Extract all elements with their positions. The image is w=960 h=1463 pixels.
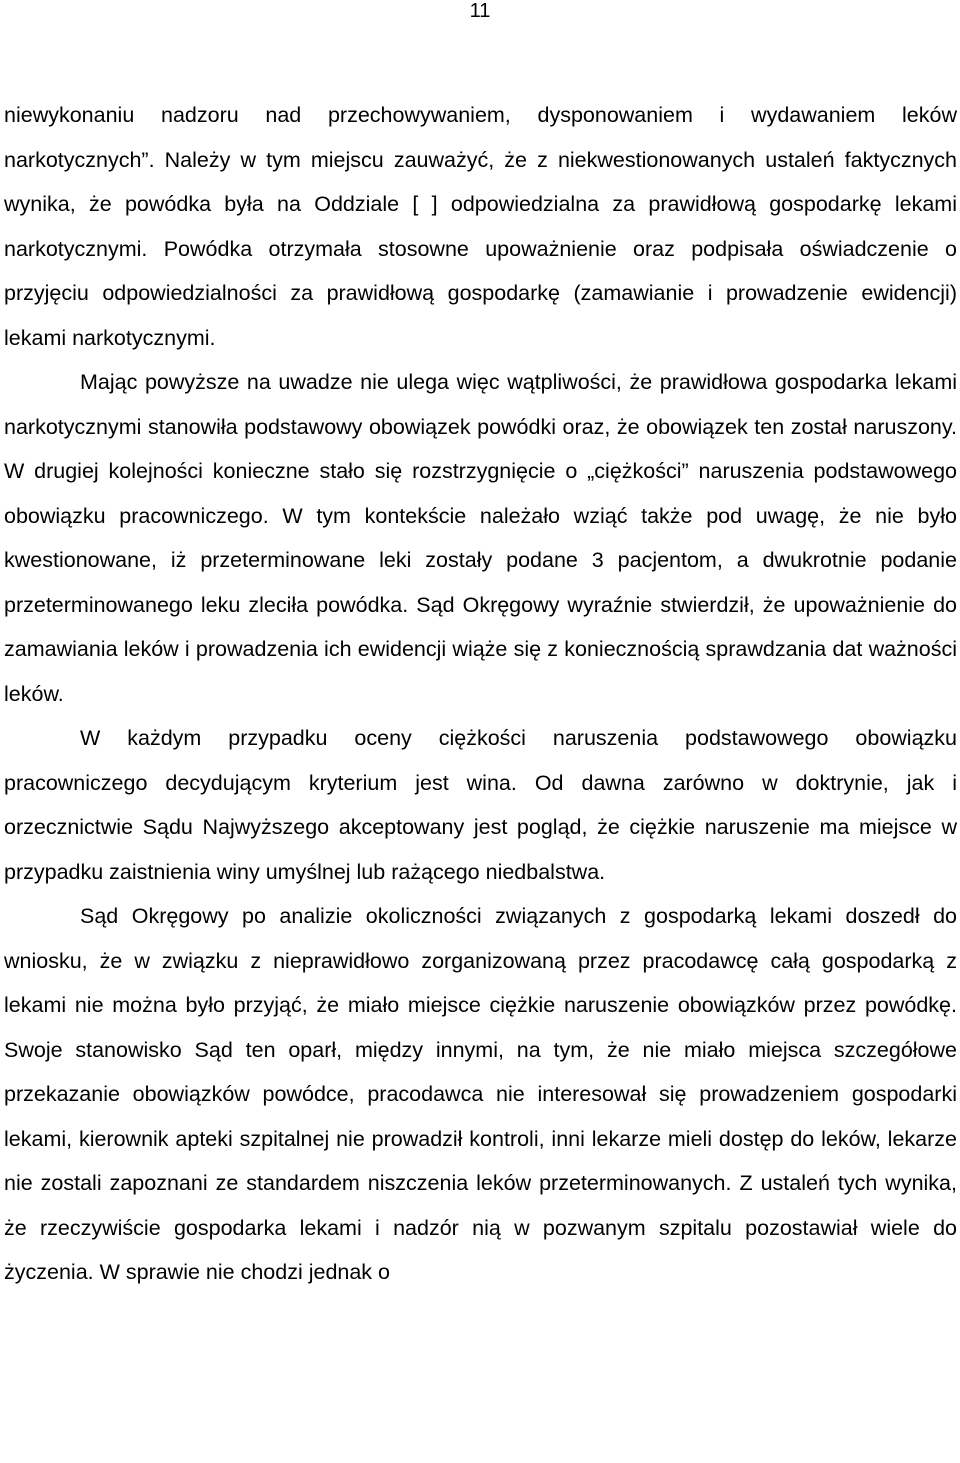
paragraph-3: W każdym przypadku oceny ciężkości naruszenia podstawowego obowiązku pracowniczego decydującym kryterium jest wina. Od dawna zarówno w doktrynie, jak i orzecznictwie Sądu Najwyższego akceptowany jest pogląd, że ciężkie naruszenie ma miejsce w przypadku zaistnienia winy umyślnej lub rażącego niedbalstwa. (4, 726, 957, 884)
paragraph-1: niewykonaniu nadzoru nad przechowywaniem, dysponowaniem i wydawaniem leków narkotycznych”. Należy w tym miejscu zauważyć, że z niekwestionowanych ustaleń faktycznych wynika, że powódka była na Oddziale [ ] odpowiedzialna za prawidłową gospodarkę lekami narkotycznymi. Powódka otrzymała stosowne upoważnienie oraz podpisała oświadczenie o przyjęciu odpowiedzialności za prawidłową gospodarkę (zamawianie i prowadzenie ewidencji) lekami narkotycznymi. (4, 103, 957, 350)
document-body (4, 93, 957, 1295)
page-number: 11 (469, 0, 491, 22)
paragraph-2: Mając powyższe na uwadze nie ulega więc wątpliwości, że prawidłowa gospodarka lekami narkotycznymi stanowiła podstawowy obowiązek powódki oraz, że obowiązek ten został naruszony. W drugiej kolejności konieczne stało się rozstrzygnięcie o „ciężkości” naruszenia podstawowego obowiązku pracowniczego. W tym kontekście należało wziąć także pod uwagę, że nie było kwestionowane, iż przeterminowane leki zostały podane 3 pacjentom, a dwukrotnie podanie przeterminowanego leku zleciła powódka. Sąd Okręgowy wyraźnie stwierdził, że upoważnienie do zamawiania leków i prowadzenia ich ewidencji wiąże się z koniecznością sprawdzania dat ważności leków. (4, 370, 957, 706)
paragraph-4: Sąd Okręgowy po analizie okoliczności związanych z gospodarką lekami doszedł do wniosku, że w związku z nieprawidłowo zorganizowaną przez pracodawcę całą gospodarką z lekami nie można było przyjąć, że miało miejsce ciężkie naruszenie obowiązków przez powódkę. Swoje stanowisko Sąd ten oparł, między innymi, na tym, że nie miało miejsca szczegółowe przekazanie obowiązków powódce, pracodawca nie interesował się prowadzeniem gospodarki lekami, kierownik apteki szpitalnej nie prowadził kontroli, inni lekarze mieli dostęp do leków, lekarze nie zostali zapoznani ze standardem niszczenia leków przeterminowanych. Z ustaleń tych wynika, że rzeczywiście gospodarka lekami i nadzór nią w pozwanym szpitalu pozostawiał wiele do życzenia. W sprawie nie chodzi jednak o (4, 904, 957, 1284)
